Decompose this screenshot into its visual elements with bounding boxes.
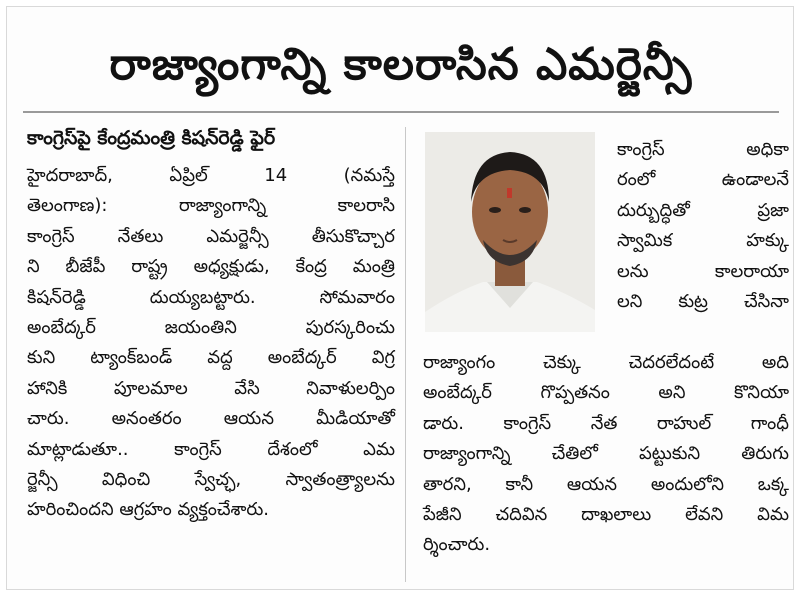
left-column-line: కిషన్‌రెడ్డి దుయ్యబట్టారు. సోమవారం	[27, 286, 395, 308]
right-bottom-line: రాజ్యాంగం చెక్కు చెదరలేదంటే అది	[423, 352, 789, 373]
newspaper-clipping	[6, 6, 794, 590]
headline: రాజ్యాంగాన్ని కాలరాసిన ఎమర్జెన్సీ	[109, 39, 693, 90]
left-column-line: హైదరాబాద్, ఏప్రిల్ 14 (నమస్తే	[27, 165, 395, 186]
right-top-line: కాంగ్రెస్ అధికా	[617, 139, 789, 160]
left-column-line: ని బీజేపీ రాష్ట్ర అధ్యక్షుడు, కేంద్ర మంత్రి	[27, 256, 395, 278]
right-bottom-line: తారని, కానీ ఆయన అందులోని ఒక్క	[423, 473, 789, 495]
right-top-line: లని కుట్ర చేసినా	[617, 291, 789, 313]
right-top-line: లను కాలరాయా	[617, 260, 789, 282]
right-bottom-line: డారు. కాంగ్రెస్ నేత రాహుల్ గాంధీ	[423, 412, 789, 434]
left-column-line: మాట్లాడుతూ.. కాంగ్రెస్ దేశంలో ఎమ	[27, 438, 395, 460]
subheadline: కాంగ్రెస్‌పై కేంద్రమంత్రి కిషన్‌రెడ్డి ఫైర్	[27, 127, 276, 149]
right-top-column	[617, 135, 789, 317]
right-bottom-column	[423, 348, 789, 561]
left-column-line: తెలంగాణ): రాజ్యాంగాన్ని కాలరాసి	[27, 195, 395, 217]
portrait-illustration	[425, 132, 595, 332]
left-column-line: హానికి పూలమాల వేసి నివాళులర్పిం	[27, 377, 395, 399]
left-column-line: హరించిందని ఆగ్రహం వ్యక్తంచేశారు.	[27, 499, 270, 521]
right-bottom-line: అంబేద్కర్ గొప్పతనం అని కొనియా	[423, 382, 789, 404]
right-top-line: రంలో ఉండాలనే	[617, 169, 789, 191]
right-bottom-line: రాజ్యాంగాన్ని చేతిలో పట్టుకుని తిరుగు	[423, 443, 789, 465]
right-top-line: స్వామిక హక్కు	[617, 230, 789, 252]
left-column-line: కుని ట్యాంక్‌బండ్ వద్ద అంబేద్కర్ విగ్ర	[27, 347, 395, 369]
column-divider	[405, 127, 406, 582]
left-column-line: చారు. అనంతరం ఆయన మీడియాతో	[27, 408, 395, 430]
left-column-line: ర్జెన్సీ విధించి స్వేచ్ఛ, స్వాతంత్ర్యాలను	[27, 469, 395, 491]
left-column-line: కాంగ్రెస్ నేతలు ఎమర్జెన్సీ తీసుకొచ్చార	[27, 225, 395, 247]
right-top-line: దుర్బుద్ధితో ప్రజా	[617, 199, 789, 221]
headline-rule	[23, 111, 779, 113]
left-column	[27, 161, 395, 526]
right-bottom-line: ర్శించారు.	[423, 534, 491, 556]
left-column-line: అంబేద్కర్ జయంతిని పురస్కరించు	[27, 317, 395, 339]
portrait-photo	[425, 132, 595, 332]
right-bottom-line: పేజీని చదివిన దాఖలాలు లేవని విమ	[423, 504, 789, 526]
